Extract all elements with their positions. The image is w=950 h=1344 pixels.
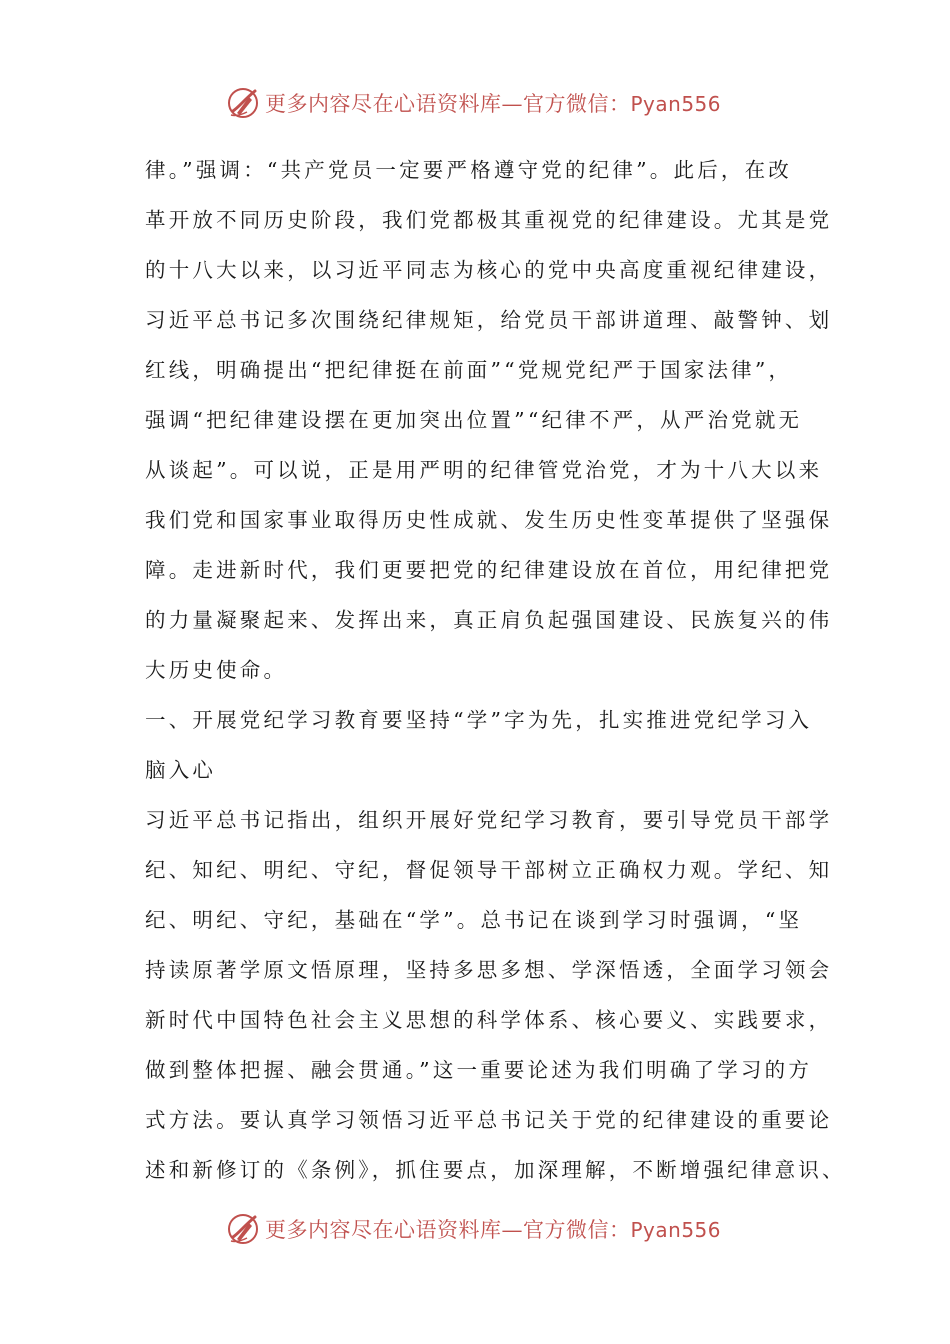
body-line: 纪、知纪、明纪、守纪，督促领导干部树立正确权力观。学纪、知 <box>145 858 833 882</box>
section-heading-line: 脑入心 <box>145 758 217 782</box>
body-line: 律。”强调：“共产党员一定要严格遵守党的纪律”。此后，在改 <box>145 158 792 182</box>
body-line: 新时代中国特色社会主义思想的科学体系、核心要义、实践要求， <box>145 1008 833 1032</box>
body-line: 从谈起”。可以说，正是用严明的纪律管党治党，才为十八大以来 <box>145 458 823 482</box>
body-line: 持读原著学原文悟原理，坚持多思多想、学深悟透，全面学习领会 <box>145 958 833 982</box>
body-line: 纪、明纪、守纪，基础在“学”。总书记在谈到学习时强调，“坚 <box>145 908 803 932</box>
body-line: 红线，明确提出“把纪律挺在前面”“党规党纪严于国家法律”， <box>145 358 793 382</box>
body-line: 述和新修订的《条例》，抓住要点，加深理解，不断增强纪律意识、 <box>145 1158 846 1182</box>
section-heading-line: 一、开展党纪学习教育要坚持“学”字为先，扎实推进党纪学习入 <box>145 708 813 732</box>
body-line: 做到整体把握、融会贯通。”这一重要论述为我们明确了学习的方 <box>145 1058 813 1082</box>
watermark-id: Pyan556 <box>630 92 722 116</box>
body-line: 强调“把纪律建设摆在更加突出位置”“纪律不严，从严治党就无 <box>145 408 803 432</box>
watermark-label: 更多内容尽在心语资料库—官方微信： <box>265 1218 631 1242</box>
body-line: 习近平总书记多次围绕纪律规矩，给党员干部讲道理、敲警钟、划 <box>145 308 833 332</box>
watermark-id: Pyan556 <box>630 1218 722 1242</box>
watermark-label: 更多内容尽在心语资料库—官方微信： <box>265 92 631 116</box>
pen-logo-icon <box>225 85 261 121</box>
body-line: 的力量凝聚起来、发挥出来，真正肩负起强国建设、民族复兴的伟 <box>145 608 833 632</box>
watermark-text <box>265 1214 721 1244</box>
body-line: 我们党和国家事业取得历史性成就、发生历史性变革提供了坚强保 <box>145 508 833 532</box>
body-line: 革开放不同历史阶段，我们党都极其重视党的纪律建设。尤其是党 <box>145 208 833 232</box>
body-line: 大历史使命。 <box>145 658 288 682</box>
watermark-text <box>265 88 721 118</box>
footer-watermark <box>0 1209 950 1249</box>
header-watermark <box>0 83 950 123</box>
document-body <box>145 145 846 1195</box>
body-line: 障。走进新时代，我们更要把党的纪律建设放在首位，用纪律把党 <box>145 558 833 582</box>
body-line: 习近平总书记指出，组织开展好党纪学习教育，要引导党员干部学 <box>145 808 833 832</box>
body-line: 式方法。要认真学习领悟习近平总书记关于党的纪律建设的重要论 <box>145 1108 833 1132</box>
pen-logo-icon <box>225 1211 261 1247</box>
body-line: 的十八大以来，以习近平同志为核心的党中央高度重视纪律建设， <box>145 258 833 282</box>
